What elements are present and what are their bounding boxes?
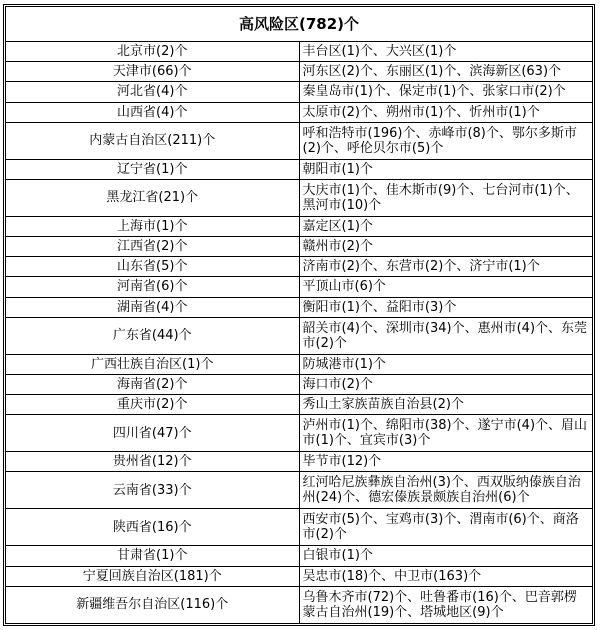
cities-cell: 乌鲁木齐市(72)个、吐鲁番市(16)个、巴音郭楞蒙古自治州(19)个、塔城地区(9)个 <box>299 586 593 623</box>
province-cell: 四川省(47)个 <box>6 415 300 452</box>
province-cell: 新疆维吾尔自治区(116)个 <box>6 586 300 623</box>
province-cell: 黑龙江省(21)个 <box>6 179 300 216</box>
cities-cell: 大庆市(1)个、佳木斯市(9)个、七台河市(1)个、黑河市(10)个 <box>299 179 593 216</box>
province-cell: 云南省(33)个 <box>6 472 300 509</box>
table-row <box>6 415 593 452</box>
cities-cell: 西安市(5)个、宝鸡市(3)个、渭南市(6)个、商洛市(2)个 <box>299 509 593 546</box>
cities-cell: 平顶山市(6)个 <box>299 277 593 297</box>
cities-cell: 秀山土家族苗族自治县(2)个 <box>299 395 593 415</box>
province-cell: 宁夏回族自治区(181)个 <box>6 566 300 586</box>
province-cell: 湖南省(4)个 <box>6 297 300 317</box>
province-cell: 天津市(66)个 <box>6 62 300 82</box>
province-cell: 上海市(1)个 <box>6 216 300 236</box>
cities-cell: 泸州市(1)个、绵阳市(38)个、遂宁市(4)个、眉山市(1)个、宜宾市(3)个 <box>299 415 593 452</box>
cities-cell: 海口市(2)个 <box>299 374 593 394</box>
table-row <box>6 277 593 297</box>
cities-cell: 白银市(1)个 <box>299 546 593 566</box>
province-cell: 内蒙古自治区(211)个 <box>6 122 300 159</box>
cities-cell: 防城港市(1)个 <box>299 354 593 374</box>
province-cell: 甘肃省(1)个 <box>6 546 300 566</box>
province-cell: 江西省(2)个 <box>6 237 300 257</box>
table-row <box>6 102 593 122</box>
table-row <box>6 546 593 566</box>
table-row <box>6 237 593 257</box>
cities-cell: 呼和浩特市(196)个、赤峰市(8)个、鄂尔多斯市(2)个、呼伦贝尔市(5)个 <box>299 122 593 159</box>
table-row <box>6 42 593 62</box>
table-row <box>6 509 593 546</box>
cities-cell: 韶关市(4)个、深圳市(34)个、惠州市(4)个、东莞市(2)个 <box>299 317 593 354</box>
table-row <box>6 122 593 159</box>
cities-cell: 吴忠市(18)个、中卫市(163)个 <box>299 566 593 586</box>
table-row <box>6 317 593 354</box>
table-row <box>6 216 593 236</box>
province-cell: 河北省(4)个 <box>6 82 300 102</box>
cities-cell: 济南市(2)个、东营市(2)个、济宁市(1)个 <box>299 257 593 277</box>
province-cell: 广东省(44)个 <box>6 317 300 354</box>
province-cell: 辽宁省(1)个 <box>6 159 300 179</box>
table-row <box>6 62 593 82</box>
high-risk-table <box>5 6 593 624</box>
table-row <box>6 297 593 317</box>
province-cell: 山东省(5)个 <box>6 257 300 277</box>
table-row <box>6 82 593 102</box>
province-cell: 陕西省(16)个 <box>6 509 300 546</box>
table-row <box>6 586 593 623</box>
cities-cell: 衡阳市(1)个、益阳市(3)个 <box>299 297 593 317</box>
cities-cell: 红河哈尼族彝族自治州(3)个、西双版纳傣族自治州(24)个、德宏傣族景颇族自治州(6)个 <box>299 472 593 509</box>
province-cell: 贵州省(12)个 <box>6 452 300 472</box>
table-title: 高风险区(782)个 <box>6 7 593 42</box>
table-row <box>6 452 593 472</box>
table-row <box>6 159 593 179</box>
cities-cell: 太原市(2)个、朔州市(1)个、忻州市(1)个 <box>299 102 593 122</box>
province-cell: 河南省(6)个 <box>6 277 300 297</box>
cities-cell: 朝阳市(1)个 <box>299 159 593 179</box>
cities-cell: 河东区(2)个、东丽区(1)个、滨海新区(63)个 <box>299 62 593 82</box>
province-cell: 山西省(4)个 <box>6 102 300 122</box>
province-cell: 海南省(2)个 <box>6 374 300 394</box>
province-cell: 重庆市(2)个 <box>6 395 300 415</box>
cities-cell: 丰台区(1)个、大兴区(1)个 <box>299 42 593 62</box>
table-row <box>6 566 593 586</box>
table-row <box>6 257 593 277</box>
cities-cell: 嘉定区(1)个 <box>299 216 593 236</box>
table-row <box>6 179 593 216</box>
province-cell: 广西壮族自治区(1)个 <box>6 354 300 374</box>
table-row <box>6 374 593 394</box>
table-row <box>6 395 593 415</box>
cities-cell: 赣州市(2)个 <box>299 237 593 257</box>
cities-cell: 毕节市(12)个 <box>299 452 593 472</box>
table-row <box>6 354 593 374</box>
table-row <box>6 472 593 509</box>
province-cell: 北京市(2)个 <box>6 42 300 62</box>
cities-cell: 秦皇岛市(1)个、保定市(1)个、张家口市(2)个 <box>299 82 593 102</box>
